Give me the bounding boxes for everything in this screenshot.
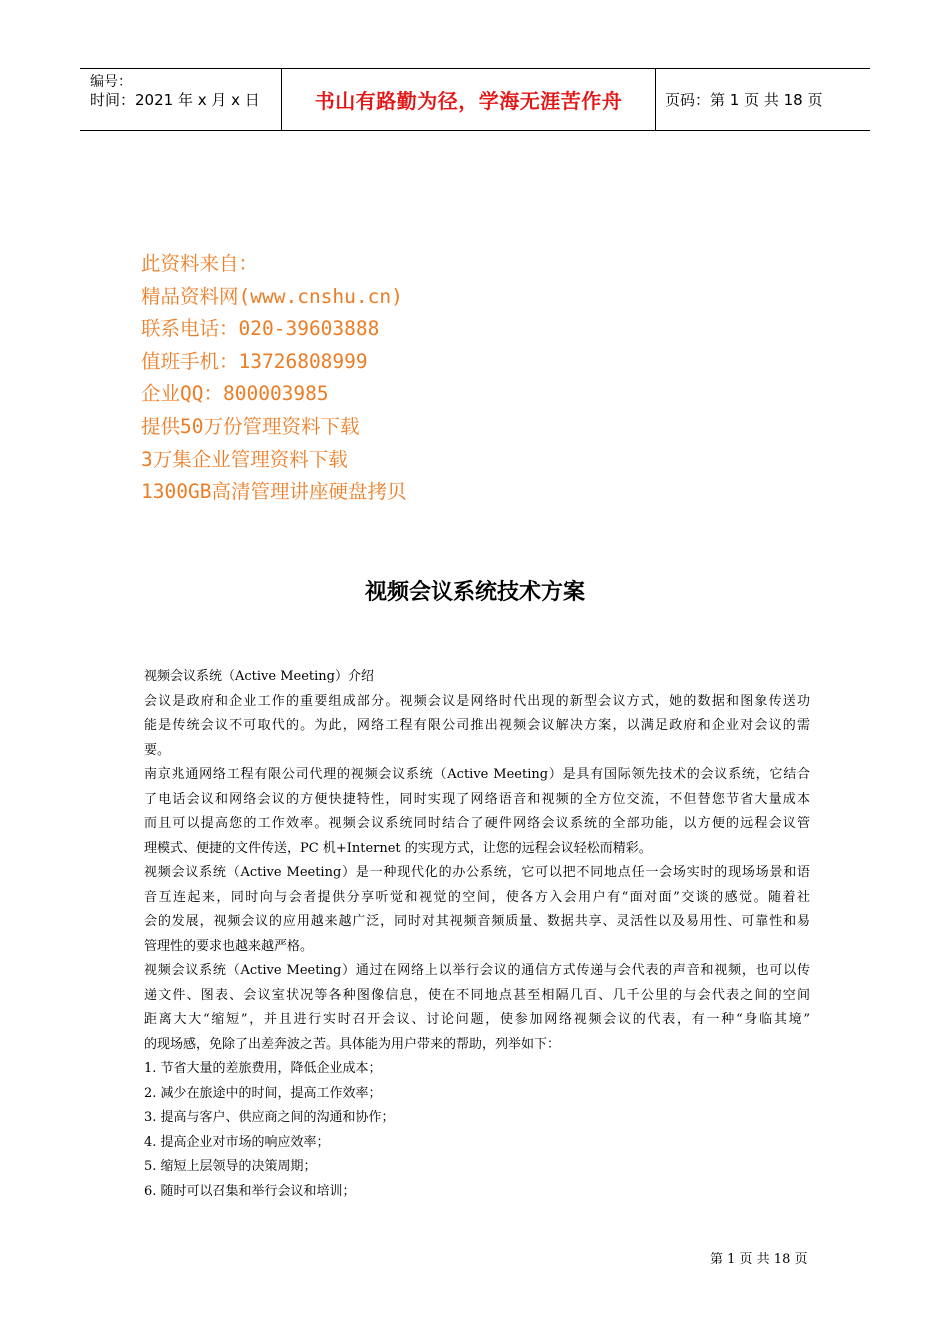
- paragraph-line: 南京兆通网络工程有限公司代理的视频会议系统（Active Meeting）是具有国际领先技术的会议系统，它结合: [144, 767, 810, 782]
- source-line: 值班手机：13726808999: [141, 349, 368, 373]
- header-motto-cell: [281, 69, 656, 130]
- document-body: [144, 665, 810, 1204]
- header-page-cell: [655, 69, 870, 130]
- paragraph-line: 而且可以提高您的工作效率。视频会议系统同时结合了硬件网络会议系统的全部功能，以方便的远程会议管: [144, 816, 810, 831]
- paragraph-line: 了电话会议和网络会议的方便快捷特性，同时实现了网络语音和视频的全方位交流，不但替您节省大量成本: [144, 791, 810, 807]
- source-info-block: [141, 248, 541, 509]
- paragraph-line: 管理性的要求也越来越严格。: [144, 938, 314, 954]
- document-date: 时间：2021 年 x 月 x 日: [90, 91, 260, 109]
- document-number-label: 编号：: [90, 74, 132, 90]
- source-line: 3万集企业管理资料下载: [141, 447, 348, 471]
- list-item: 4. 提高企业对市场的响应效率；: [144, 1134, 330, 1150]
- paragraph-line: 视频会议系统（Active Meeting）是一种现代化的办公系统，它可以把不同地点任一会场实时的现场场景和语: [144, 865, 810, 880]
- paragraph-line: 的现场感，免除了出差奔波之苦。具体能为用户带来的帮助，列举如下：: [144, 1036, 561, 1052]
- paragraph-line: 递文件、图表、会议室状况等各种图像信息，使在不同地点甚至相隔几百、几千公里的与会代表之间的空间: [144, 987, 810, 1003]
- list-item: 2. 减少在旅途中的时间，提高工作效率；: [144, 1085, 382, 1101]
- paragraph-line: 会议是政府和企业工作的重要组成部分。视频会议是网络时代出现的新型会议方式，她的数据和图象传送功: [144, 693, 810, 709]
- paragraph-line: 理模式、便捷的文件传送，PC 机+Internet 的实现方式，让您的远程会议轻松而精彩。: [144, 840, 652, 856]
- source-line: 1300GB高清管理讲座硬盘拷贝: [141, 480, 407, 504]
- source-line: 提供50万份管理资料下载: [141, 414, 360, 438]
- header-meta: [80, 69, 281, 130]
- paragraph-line: 视频会议系统（Active Meeting）通过在网络上以举行会议的通信方式传递与会代表的声音和视频，也可以传: [144, 963, 810, 978]
- page-info: 页码：第 1 页 共 18 页: [665, 91, 823, 109]
- page-header: [80, 68, 870, 131]
- paragraph-line: 会的发展，视频会议的应用越来越广泛，同时对其视频音频质量、数据共享、灵活性以及易用性、可靠性和易: [144, 914, 810, 929]
- source-line: 此资料来自：: [141, 252, 259, 275]
- list-item: 5. 缩短上层领导的决策周期；: [144, 1159, 317, 1174]
- intro-heading: 视频会议系统（Active Meeting）介绍: [144, 669, 374, 684]
- source-line: 精品资料网(www.cnshu.cn): [141, 284, 403, 308]
- paragraph-line: 能是传统会议不可取代的。为此，网络工程有限公司推出视频会议解决方案，以满足政府和企业对会议的需: [144, 718, 810, 733]
- paragraph-line: 距离大大“缩短”，并且进行实时召开会议、讨论问题，使参加网络视频会议的代表，有一种“身临其境”: [144, 1012, 810, 1027]
- paragraph-line: 要。: [144, 742, 171, 758]
- page-footer: 第 1 页 共 18 页: [710, 1252, 808, 1267]
- source-line: 企业QQ：800003985: [141, 382, 329, 406]
- list-item: 1. 节省大量的差旅费用，降低企业成本；: [144, 1061, 382, 1076]
- paragraph-line: 音互连起来，同时向与会者提供分享听觉和视觉的空间，使各方入会用户有“面对面”交谈的感觉。随着社: [144, 889, 810, 905]
- list-item: 3. 提高与客户、供应商之间的沟通和协作；: [144, 1110, 395, 1125]
- list-item: 6. 随时可以召集和举行会议和培训；: [144, 1183, 356, 1199]
- motto: 书山有路勤为径，学海无涯苦作舟: [314, 89, 623, 113]
- document-title: 视频会议系统技术方案: [364, 580, 585, 605]
- source-line: 联系电话：020-39603888: [141, 317, 380, 341]
